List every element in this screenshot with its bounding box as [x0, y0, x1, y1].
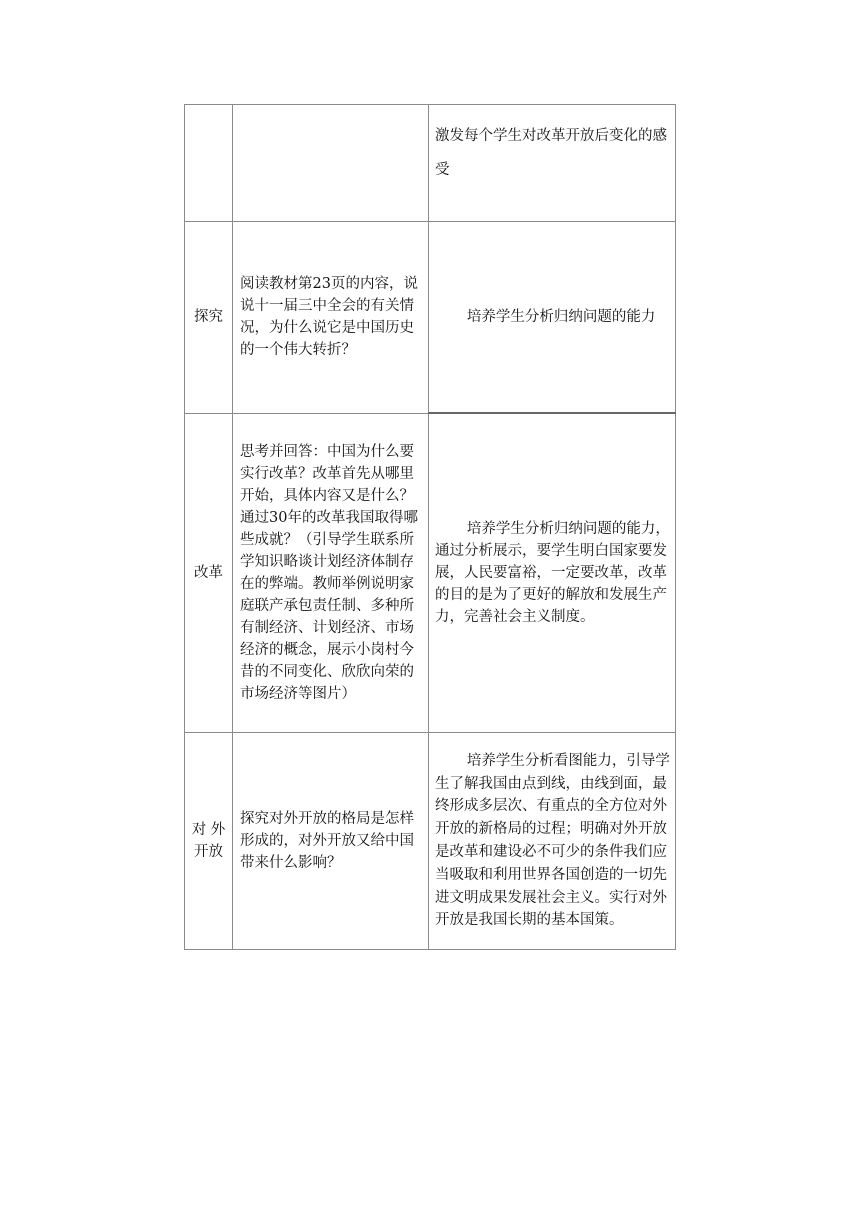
row-label-cell: 改革	[185, 413, 233, 733]
table-row	[185, 105, 676, 222]
goal-cell: 培养学生分析看图能力，引导学生了解我国由点到线，由线到面，最终形成多层次、有重点的全方位对外开放的新格局的过程；明确对外开放是改革和建设必不可少的条件我们应当吸取和利用世界各国创造的一切先进文明成果发展社会主义。实行对外开放是我国长期的基本国策。	[429, 733, 676, 950]
table-row	[185, 222, 676, 414]
row-label-cell: 探究	[185, 222, 233, 414]
activity-cell: 思考并回答：中国为什么要实行改革？改革首先从哪里开始，具体内容又是什么？通过30年的改革我国取得哪些成就？（引导学生联系所学知识略谈计划经济体制存在的弊端。教师举例说明家庭联产承包责任制、多种所有制经济、计划经济、市场经济的概念，展示小岗村今昔的不同变化、欣欣向荣的市场经济等图片）	[233, 413, 429, 733]
row-label-line: 开放	[194, 844, 223, 860]
activity-cell: 探究对外开放的格局是怎样形成的，对外开放又给中国带来什么影响？	[233, 733, 429, 950]
row-label-line: 对 外	[191, 822, 226, 838]
row-label-cell	[185, 733, 233, 950]
table-row	[185, 413, 676, 733]
lesson-plan-table	[184, 104, 676, 950]
activity-cell	[233, 105, 429, 222]
activity-cell: 阅读教材第23页的内容，说说十一届三中全会的有关情况，为什么说它是中国历史的一个伟大转折？	[233, 222, 429, 414]
goal-cell: 培养学生分析归纳问题的能力，通过分析展示，要学生明白国家要发展，人民要富裕，一定要改革，改革的目的是为了更好的解放和发展生产力，完善社会主义制度。	[429, 413, 676, 733]
table-row	[185, 733, 676, 950]
goal-cell: 培养学生分析归纳问题的能力	[429, 222, 676, 414]
goal-cell: 激发每个学生对改革开放后变化的感受	[429, 105, 676, 222]
row-label-cell	[185, 105, 233, 222]
